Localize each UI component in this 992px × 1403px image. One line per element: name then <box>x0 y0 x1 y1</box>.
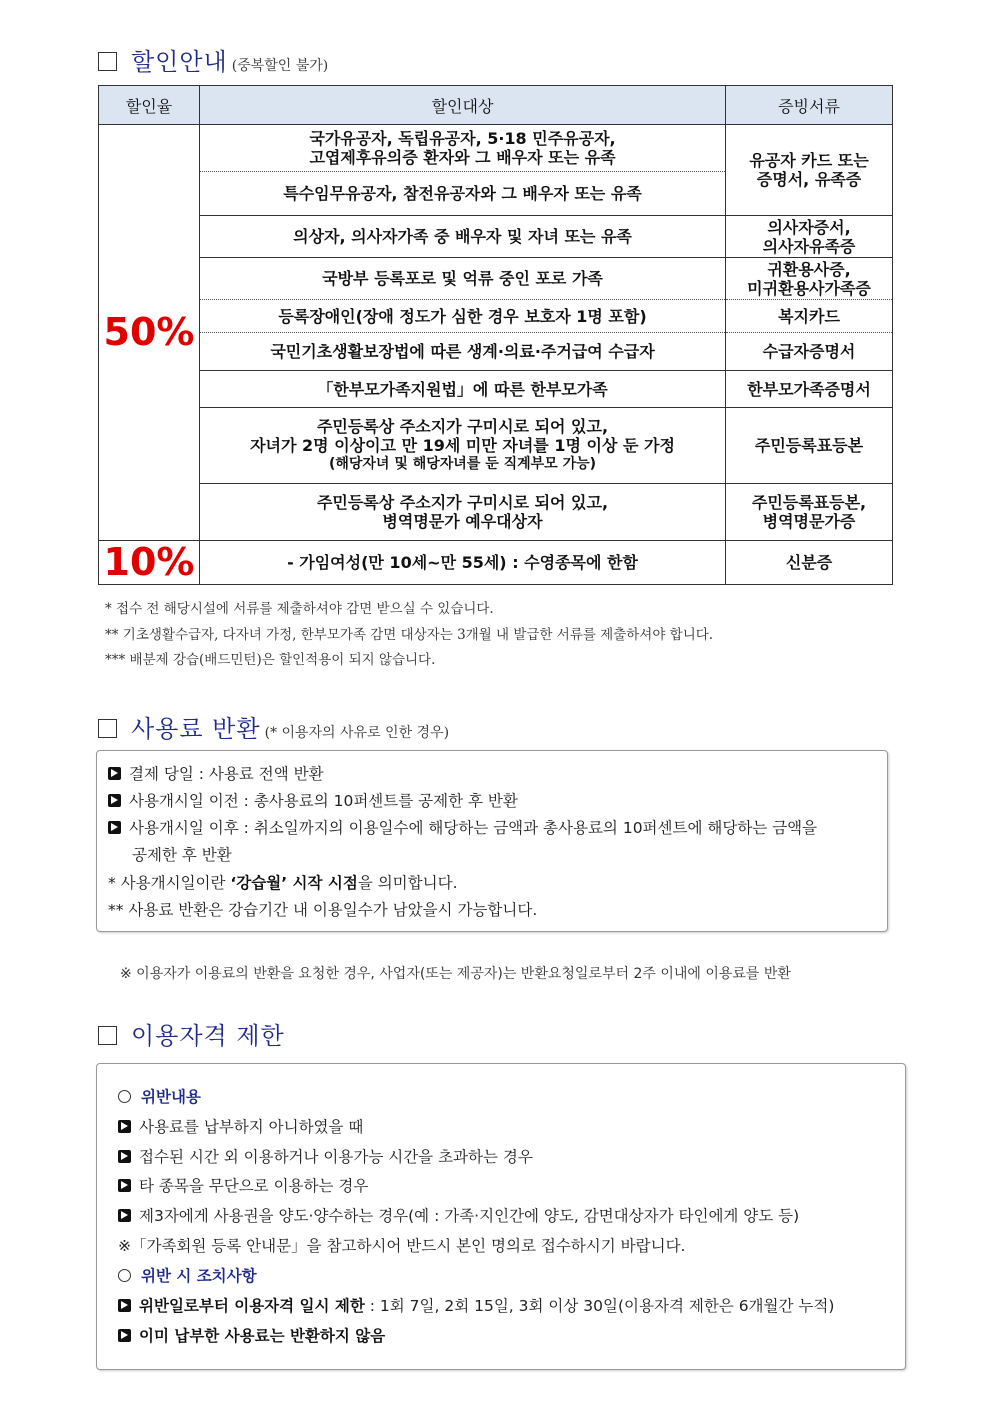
refund-item-cont: 공제한 후 반환 <box>132 846 232 864</box>
violation-item: 제3자에게 사용권을 양도·양수하는 경우(예 : 가족·지인간에 양도, 감면대상자가 타인에게 양도 등) <box>118 1204 799 1226</box>
target-cell: 등록장애인(장애 정도가 심한 경우 보호자 1명 포함) <box>200 300 726 333</box>
arrow-right-icon <box>108 821 121 834</box>
circle-icon <box>118 1090 131 1103</box>
target-cell: 「한부모가족지원법」에 따른 한부모가족 <box>200 371 726 408</box>
table-row <box>99 125 893 172</box>
restriction-section-title <box>98 1016 285 1051</box>
refund-note-1: * 사용개시일이란 ‘강습월’ 시작 시점을 의미합니다. <box>108 874 458 892</box>
checkbox-square-icon <box>98 719 117 738</box>
doc-line: 유공자 카드 또는 <box>749 151 869 170</box>
target-line: (해당자녀 및 해당자녀를 둔 직계부모 가능) <box>328 456 597 472</box>
doc-line: 미귀환용사가족증 <box>747 278 871 298</box>
doc-cell <box>726 216 893 258</box>
doc-cell <box>726 484 893 541</box>
doc-line: 주민등록표등본, <box>751 493 867 512</box>
doc-cell: 신분증 <box>726 541 893 585</box>
target-cell <box>200 484 726 541</box>
refund-item: 사용개시일 이후 : 취소일까지의 이용일수에 해당하는 금액과 총사용료의 10퍼센트에 해당하는 금액을 <box>108 816 817 838</box>
arrow-right-icon <box>118 1299 131 1312</box>
action-item: 이미 납부한 사용료는 반환하지 않음 <box>118 1324 385 1346</box>
table-row <box>99 484 893 541</box>
arrow-right-icon <box>118 1179 131 1192</box>
target-cell: 특수임무유공자, 참전유공자와 그 배우자 또는 유족 <box>200 172 726 216</box>
checkbox-square-icon <box>98 1026 117 1045</box>
note-line: *** 배분제 강습(배드민턴)은 할인적용이 되지 않습니다. <box>105 652 436 668</box>
refund-item: 결제 당일 : 사용료 전액 반환 <box>108 762 324 784</box>
discount-section-title <box>98 42 328 77</box>
note-line: * 접수 전 해당시설에 서류를 제출하셔야 감면 받으실 수 있습니다. <box>105 601 494 617</box>
header-target: 할인대상 <box>200 86 726 125</box>
violation-item: 접수된 시간 외 이용하거나 이용가능 시간을 초과하는 경우 <box>118 1145 533 1167</box>
doc-cell <box>726 258 893 300</box>
restriction-notice: ※「가족회원 등록 안내문」을 참고하시어 반드시 본인 명의로 접수하시기 바랍니다. <box>118 1237 686 1255</box>
arrow-right-icon <box>118 1209 131 1222</box>
arrow-right-icon <box>108 767 121 780</box>
target-cell: 의상자, 의사자가족 중 배우자 및 자녀 또는 유족 <box>200 216 726 258</box>
header-document: 증빙서류 <box>726 86 893 125</box>
checkbox-square-icon <box>98 52 117 71</box>
restriction-title: 이용자격 제한 <box>131 1022 285 1050</box>
arrow-right-icon <box>108 794 121 807</box>
table-row <box>99 541 893 585</box>
target-line: 고엽제후유의증 환자와 그 배우자 또는 유족 <box>309 148 616 167</box>
doc-line: 증명서, 유족증 <box>756 170 862 189</box>
target-line: 자녀가 2명 이상이고 만 19세 미만 자녀를 1명 이상 둔 가정 <box>250 436 675 455</box>
action-item: 위반일로부터 이용자격 일시 제한 : 1회 7일, 2회 15일, 3회 이상 30일(이용자격 제한은 6개월간 누적) <box>118 1294 834 1316</box>
refund-item: 사용개시일 이전 : 총사용료의 10퍼센트를 공제한 후 반환 <box>108 789 518 811</box>
doc-cell: 수급자증명서 <box>726 333 893 371</box>
target-cell: 국민기초생활보장법에 따른 생계·의료·주거급여 수급자 <box>200 333 726 371</box>
rate-50: 50% <box>99 125 200 541</box>
doc-line: 의사자증서, <box>767 217 851 237</box>
table-row <box>99 216 893 258</box>
doc-cell: 복지카드 <box>726 300 893 333</box>
discount-notes <box>105 597 713 674</box>
refund-title: 사용료 반환 <box>131 715 261 743</box>
violation-item: 타 종목을 무단으로 이용하는 경우 <box>118 1174 368 1196</box>
table-row <box>99 258 893 300</box>
violation-item: 사용료를 납부하지 아니하였을 때 <box>118 1115 363 1137</box>
table-header-row <box>99 86 893 125</box>
arrow-right-icon <box>118 1120 131 1133</box>
violation-heading: 위반내용 <box>118 1085 201 1107</box>
discount-subtitle: (중복할인 불가) <box>231 58 329 74</box>
target-line: 병역명문가 예우대상자 <box>382 512 543 531</box>
target-line: 국가유공자, 독립유공자, 5·18 민주유공자, <box>309 129 616 148</box>
discount-table <box>98 85 893 585</box>
header-rate: 할인율 <box>99 86 200 125</box>
refund-subtitle: (* 이용자의 사유로 인한 경우) <box>264 725 450 741</box>
arrow-right-icon <box>118 1150 131 1163</box>
rate-10: 10% <box>99 541 200 585</box>
doc-cell: 한부모가족증명서 <box>726 371 893 408</box>
doc-line: 의사자유족증 <box>762 236 856 256</box>
doc-cell <box>726 125 893 216</box>
target-line: 주민등록상 주소지가 구미시로 되어 있고, <box>316 493 609 512</box>
refund-section-title <box>98 709 449 744</box>
doc-cell: 주민등록표등본 <box>726 408 893 484</box>
doc-line: 병역명문가증 <box>762 512 856 531</box>
target-cell <box>200 408 726 484</box>
target-cell: - 가임여성(만 10세~만 55세) : 수영종목에 한함 <box>200 541 726 585</box>
action-heading: 위반 시 조치사항 <box>118 1264 257 1286</box>
table-row <box>99 333 893 371</box>
doc-line: 귀환용사증, <box>767 259 851 279</box>
circle-icon <box>118 1269 131 1282</box>
arrow-right-icon <box>118 1329 131 1342</box>
target-cell: 국방부 등록포로 및 억류 중인 포로 가족 <box>200 258 726 300</box>
discount-title: 할인안내 <box>131 48 228 76</box>
note-line: ** 기초생활수급자, 다자녀 가정, 한부모가족 감면 대상자는 3개월 내 발급한 서류를 제출하셔야 합니다. <box>105 626 714 643</box>
target-cell <box>200 125 726 172</box>
refund-footnote: ※ 이용자가 이용료의 반환을 요청한 경우, 사업자(또는 제공자)는 반환요청일로부터 2주 이내에 이용료를 반환 <box>120 966 791 982</box>
target-line: 주민등록상 주소지가 구미시로 되어 있고, <box>316 417 609 436</box>
table-row <box>99 300 893 333</box>
table-row <box>99 408 893 484</box>
refund-note-2: ** 사용료 반환은 강습기간 내 이용일수가 남았을시 가능합니다. <box>108 901 538 919</box>
table-row <box>99 371 893 408</box>
